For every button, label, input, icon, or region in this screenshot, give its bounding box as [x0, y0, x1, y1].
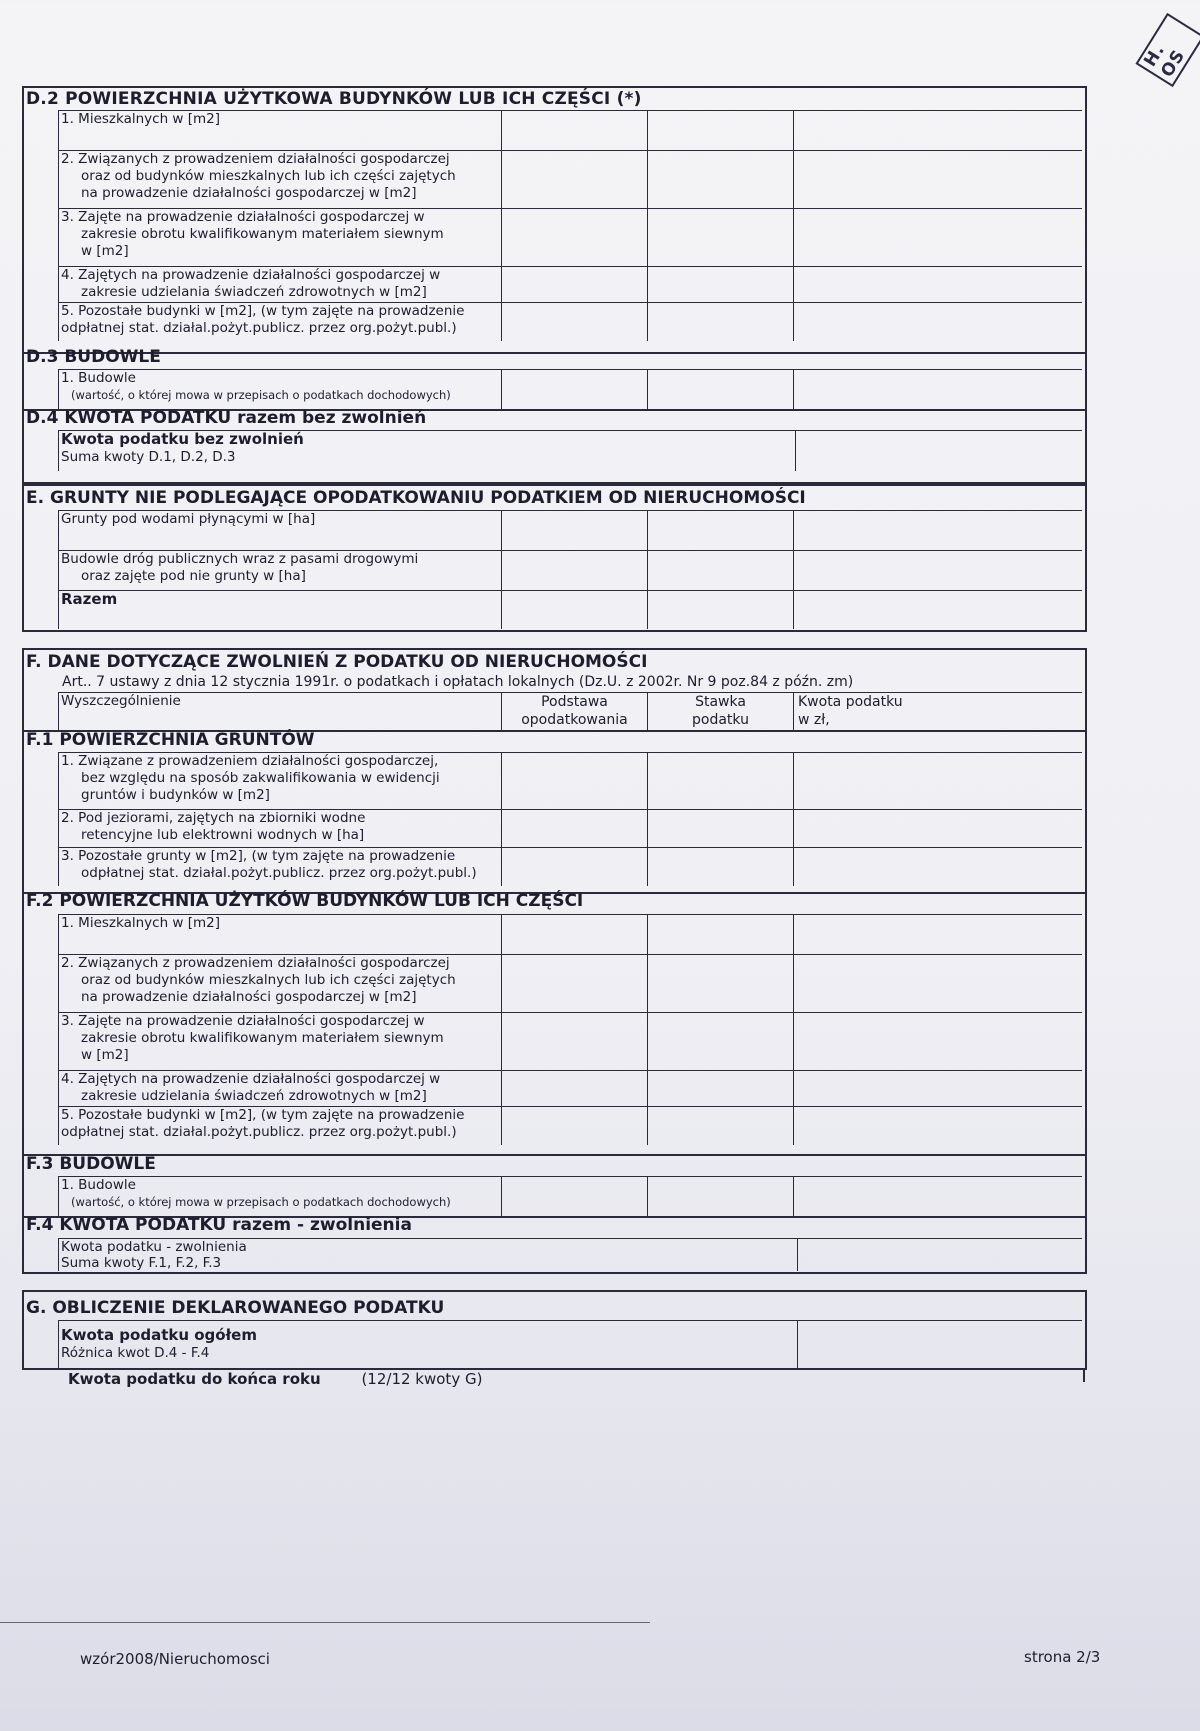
f2-cell-4-2[interactable] [648, 1071, 794, 1107]
d2-title: D.2 POWIERZCHNIA UŻYTKOWA BUDYNKÓW LUB ICH CZĘŚCI (*) [26, 89, 642, 109]
f3-label [58, 1177, 502, 1217]
d2-cell-5-2[interactable] [648, 303, 794, 341]
d3-row2: (wartość, o której mowa w przepisach o podatkach dochodowych) [71, 388, 451, 402]
footer-template-id: wzór2008/Nieruchomosci [80, 1650, 270, 1668]
f-header-row [58, 692, 1082, 731]
d4-row [58, 430, 1082, 471]
d2-cell-4-2[interactable] [648, 267, 794, 303]
d3-cell-1[interactable] [502, 370, 648, 410]
f3-row [58, 1176, 1082, 1217]
f2-cell-3-1[interactable] [502, 1013, 648, 1071]
f1-label-1-line-1: 1. Związane z prowadzeniem działalności gospodarczej, [61, 753, 439, 769]
f2-label-3 [58, 1013, 502, 1071]
e-cell-2-2[interactable] [648, 551, 794, 591]
d2-cell-1-1[interactable] [502, 111, 648, 151]
e-row-1 [58, 510, 1082, 551]
f2-cell-5-2[interactable] [648, 1107, 794, 1145]
stamp [1140, 0, 1200, 110]
f2-cell-2-3[interactable] [794, 955, 1082, 1013]
d2-cell-1-2[interactable] [648, 111, 794, 151]
d2-label-3-line-1: 3. Zajęte na prowadzenie działalności gospodarczej w [61, 209, 425, 225]
f1-cell-2-3[interactable] [794, 810, 1082, 848]
d2-cell-3-2[interactable] [648, 209, 794, 267]
f2-cell-5-3[interactable] [794, 1107, 1082, 1145]
g-label [58, 1321, 798, 1369]
footer-page-number: strona 2/3 [1024, 1648, 1101, 1666]
f2-label-3-line-2: zakresie obrotu kwalifikowanym materiałem siewnym [81, 1030, 444, 1046]
f4-cell[interactable] [798, 1239, 1082, 1271]
e-row-2 [58, 550, 1082, 591]
f3-row1: 1. Budowle [61, 1177, 136, 1193]
f-header-c1: Podstawa opodatkowania [502, 693, 648, 731]
f4-row2: Suma kwoty F.1, F.2, F.3 [61, 1255, 222, 1271]
f1-title: F.1 POWIERZCHNIA GRUNTÓW [26, 730, 315, 750]
e-cell-3-2[interactable] [648, 591, 794, 629]
e-row-3 [58, 590, 1082, 629]
e-label-3: Razem [58, 591, 502, 629]
f2-cell-3-2[interactable] [648, 1013, 794, 1071]
f4-row1: Kwota podatku - zwolnienia [61, 1239, 247, 1255]
f2-title: F.2 POWIERZCHNIA UŻYTKÓW BUDYNKÓW LUB ICH CZĘŚCI [26, 891, 584, 911]
e-cell-1-1[interactable] [502, 511, 648, 551]
f1-cell-3-3[interactable] [794, 848, 1082, 886]
f2-row-5 [58, 1106, 1082, 1145]
f3-cell-2[interactable] [648, 1177, 794, 1217]
f2-label-4 [58, 1071, 502, 1107]
d3-row [58, 369, 1082, 410]
f2-label-5-line-1: 5. Pozostałe budynki w [m2], (w tym zajęte na prowadzenie [61, 1107, 465, 1123]
e-label-2 [58, 551, 502, 591]
f2-label-2-line-1: 2. Związanych z prowadzeniem działalności gospodarczej [61, 955, 450, 971]
d3-row1: 1. Budowle [61, 370, 136, 386]
d2-row-3 [58, 208, 1082, 267]
e-label-2b: oraz zajęte pod nie grunty w [ha] [81, 568, 306, 584]
f-header-c3: Kwota podatku w zł, [798, 694, 903, 728]
e-title: E. GRUNTY NIE PODLEGAJĄCE OPODATKOWANIU PODATKIEM OD NIERUCHOMOŚCI [26, 488, 806, 508]
f2-cell-4-1[interactable] [502, 1071, 648, 1107]
f4-title: F.4 KWOTA PODATKU razem - zwolnienia [26, 1215, 412, 1235]
f2-cell-1-3[interactable] [794, 915, 1082, 955]
f2-cell-1-2[interactable] [648, 915, 794, 955]
e-label-2a: Budowle dróg publicznych wraz z pasami drogowymi [61, 551, 419, 567]
d2-label-1-line-1: 1. Mieszkalnych w [m2] [61, 111, 221, 127]
g-row [58, 1320, 1082, 1369]
d2-row-2 [58, 150, 1082, 209]
d2-label-2-line-1: 2. Związanych z prowadzeniem działalności gospodarczej [61, 151, 450, 167]
d2-cell-5-1[interactable] [502, 303, 648, 341]
e-cell-3-3[interactable] [794, 591, 1082, 629]
d3-cell-3[interactable] [794, 370, 1082, 410]
f2-label-5 [58, 1107, 502, 1145]
f1-label-2-line-2: retencyjne lub elektrowni wodnych w [ha] [81, 827, 365, 843]
d4-row1: Kwota podatku bez zwolnień [61, 431, 304, 448]
f-header-c2: Stawka podatku [648, 693, 794, 731]
d2-label-5-line-2: odpłatnej stat. działal.pożyt.publicz. przez org.pożyt.publ.) [61, 320, 457, 336]
g-final-label: Kwota podatku do końca roku [68, 1370, 321, 1388]
d2-label-4-line-2: zakresie udzielania świadczeń zdrowotnych w [m2] [81, 284, 427, 300]
f-title: F. DANE DOTYCZĄCE ZWOLNIEŃ Z PODATKU OD NIERUCHOMOŚCI [26, 652, 648, 672]
f1-row-1 [58, 752, 1082, 810]
f1-cell-1-1[interactable] [502, 753, 648, 810]
d2-row-4 [58, 266, 1082, 303]
d4-row2: Suma kwoty D.1, D.2, D.3 [61, 449, 236, 465]
d2-row-1 [58, 110, 1082, 151]
f2-label-2-line-2: oraz od budynków mieszkalnych lub ich części zajętych [81, 972, 456, 988]
f2-label-2 [58, 955, 502, 1013]
f1-cell-3-2[interactable] [648, 848, 794, 886]
d3-title: D.3 BUDOWLE [26, 347, 161, 367]
d4-label [58, 431, 796, 471]
f2-cell-3-3[interactable] [794, 1013, 1082, 1071]
d4-cell[interactable] [796, 431, 1082, 471]
f2-label-1 [58, 915, 502, 955]
f-header-label: Wyszczególnienie [58, 693, 502, 731]
f2-cell-5-1[interactable] [502, 1107, 648, 1145]
g-final-note: (12/12 kwoty G) [361, 1370, 483, 1388]
f1-cell-3-1[interactable] [502, 848, 648, 886]
stamp-text: H. OS [1135, 13, 1200, 87]
f1-cell-2-1[interactable] [502, 810, 648, 848]
f1-label-1-line-3: gruntów i budynków w [m2] [81, 787, 270, 803]
f4-label [58, 1239, 798, 1271]
d3-label [58, 370, 502, 410]
f1-label-2 [58, 810, 502, 848]
f1-cell-2-2[interactable] [648, 810, 794, 848]
f1-cell-1-3[interactable] [794, 753, 1082, 810]
f4-row [58, 1238, 1082, 1271]
d2-row-5 [58, 302, 1082, 341]
d4-title: D.4 KWOTA PODATKU razem bez zwolnień [26, 408, 427, 428]
f3-row2: (wartość, o której mowa w przepisach o podatkach dochodowych) [71, 1195, 451, 1209]
g-cell[interactable] [798, 1321, 1082, 1369]
f2-label-4-line-1: 4. Zajętych na prowadzenie działalności gospodarczej w [61, 1071, 441, 1087]
g-row2: Różnica kwot D.4 - F.4 [61, 1345, 210, 1361]
f1-label-2-line-1: 2. Pod jeziorami, zajętych na zbiorniki wodne [61, 810, 366, 826]
d2-cell-3-1[interactable] [502, 209, 648, 267]
f2-label-4-line-2: zakresie udzielania świadczeń zdrowotnych w [m2] [81, 1088, 427, 1104]
f1-label-3-line-2: odpłatnej stat. działal.pożyt.publicz. przez org.pożyt.publ.) [81, 865, 477, 881]
f2-row-4 [58, 1070, 1082, 1107]
d2-label-3-line-2: zakresie obrotu kwalifikowanym materiałem siewnym [81, 226, 444, 242]
f1-label-1-line-2: bez względu na sposób zakwalifikowania w ewidencji [81, 770, 440, 786]
f2-label-1-line-1: 1. Mieszkalnych w [m2] [61, 915, 221, 931]
f1-row-3 [58, 847, 1082, 886]
f2-cell-2-1[interactable] [502, 955, 648, 1013]
d2-label-2-line-3: na prowadzenie działalności gospodarczej w [m2] [81, 185, 417, 201]
d2-label-3-line-3: w [m2] [81, 243, 129, 259]
f-note: Art.. 7 ustawy z dnia 12 stycznia 1991r. o podatkach i opłatach lokalnych (Dz.U. z 2002r. Nr 9 poz.84 z późn. zm) [62, 674, 854, 690]
f1-label-3 [58, 848, 502, 886]
f2-row-1 [58, 914, 1082, 955]
e-cell-2-3[interactable] [794, 551, 1082, 591]
e-cell-1-2[interactable] [648, 511, 794, 551]
d2-label-2 [58, 151, 502, 209]
e-cell-2-1[interactable] [502, 551, 648, 591]
f1-cell-1-2[interactable] [648, 753, 794, 810]
g-row1: Kwota podatku ogółem [61, 1326, 257, 1344]
e-label-1: Grunty pod wodami płynącymi w [ha] [58, 511, 502, 551]
d2-label-4 [58, 267, 502, 303]
d2-label-1 [58, 111, 502, 151]
d2-cell-3-3[interactable] [794, 209, 1082, 267]
f2-label-2-line-3: na prowadzenie działalności gospodarczej w [m2] [81, 989, 417, 1005]
e-cell-3-1[interactable] [502, 591, 648, 629]
g-final [68, 1370, 482, 1388]
e-cell-1-3[interactable] [794, 511, 1082, 551]
d2-cell-4-3[interactable] [794, 267, 1082, 303]
f3-cell-3[interactable] [794, 1177, 1082, 1217]
f2-row-3 [58, 1012, 1082, 1071]
d2-label-3 [58, 209, 502, 267]
d3-cell-2[interactable] [648, 370, 794, 410]
g-title: G. OBLICZENIE DEKLAROWANEGO PODATKU [26, 1298, 445, 1318]
f3-cell-1[interactable] [502, 1177, 648, 1217]
footer-rule [0, 1622, 650, 1623]
d2-cell-2-1[interactable] [502, 151, 648, 209]
d2-cell-1-3[interactable] [794, 111, 1082, 151]
f2-cell-2-2[interactable] [648, 955, 794, 1013]
f2-cell-1-1[interactable] [502, 915, 648, 955]
f2-label-3-line-3: w [m2] [81, 1047, 129, 1063]
f2-cell-4-3[interactable] [794, 1071, 1082, 1107]
d2-cell-5-3[interactable] [794, 303, 1082, 341]
f2-row-2 [58, 954, 1082, 1013]
d2-label-2-line-2: oraz od budynków mieszkalnych lub ich części zajętych [81, 168, 456, 184]
d2-cell-2-2[interactable] [648, 151, 794, 209]
d2-label-4-line-1: 4. Zajętych na prowadzenie działalności gospodarczej w [61, 267, 441, 283]
f3-title: F.3 BUDOWLE [26, 1154, 156, 1174]
f1-label-3-line-1: 3. Pozostałe grunty w [m2], (w tym zajęte na prowadzenie [61, 848, 456, 864]
d2-cell-4-1[interactable] [502, 267, 648, 303]
d2-cell-2-3[interactable] [794, 151, 1082, 209]
f1-row-2 [58, 809, 1082, 848]
d2-label-5-line-1: 5. Pozostałe budynki w [m2], (w tym zajęte na prowadzenie [61, 303, 465, 319]
d2-label-5 [58, 303, 502, 341]
f2-label-5-line-2: odpłatnej stat. działal.pożyt.publicz. przez org.pożyt.publ.) [61, 1124, 457, 1140]
f2-label-3-line-1: 3. Zajęte na prowadzenie działalności gospodarczej w [61, 1013, 425, 1029]
f1-label-1 [58, 753, 502, 810]
